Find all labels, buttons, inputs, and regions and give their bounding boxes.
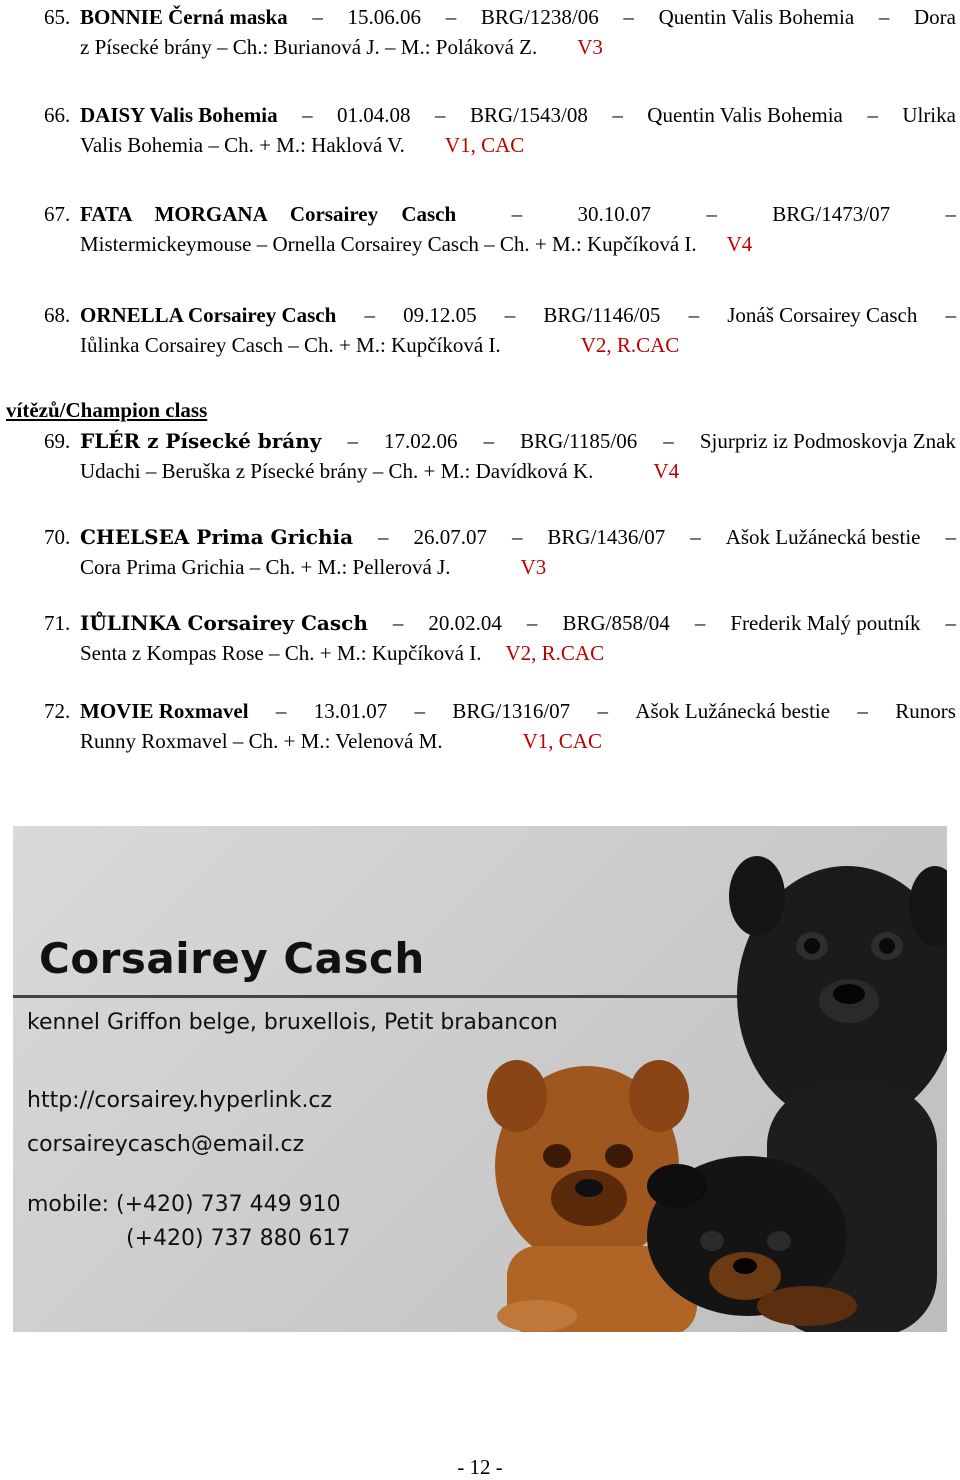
dam-start: Runors bbox=[895, 699, 956, 723]
sire: Quentin Valis Bohemia bbox=[658, 5, 855, 29]
dam-start: Dora bbox=[914, 5, 956, 29]
dog-name: ORNELLA Corsairey Casch bbox=[80, 303, 337, 327]
banner-phone-2: (+420) 737 880 617 bbox=[126, 1226, 351, 1251]
dog-name: CHELSEA Prima Grichia bbox=[80, 525, 354, 549]
banner-subtitle: kennel Griffon belge, bruxellois, Petit brabancon bbox=[27, 1010, 558, 1035]
entry-number: 65. bbox=[44, 5, 71, 29]
dog-name: IŮLINKA Corsairey Casch bbox=[80, 611, 368, 635]
entry-66: 66. DAISY Valis Bohemia – 01.04.08 – BRG/1543/08 – Quentin Valis Bohemia – Ulrika Valis Bohemia – Ch. + M.: Haklová V. V1, CAC bbox=[44, 100, 956, 160]
dog-name: FATA MORGANA Corsairey Casch bbox=[80, 202, 457, 226]
entry-number: 72. bbox=[44, 699, 71, 723]
sire: Ašok Lužánecká bestie bbox=[635, 699, 831, 723]
entry-67: 67. FATA MORGANA Corsairey Casch – 30.10.07 – BRG/1473/07 – Mistermickeymouse – Ornella Corsairey Casch – Ch. + M.: Kupčíková I. V4 bbox=[44, 199, 956, 259]
dog-name: DAISY Valis Bohemia bbox=[80, 103, 278, 127]
entry-number: 68. bbox=[44, 303, 71, 327]
award: V3 bbox=[577, 35, 603, 59]
entry-68: 68. ORNELLA Corsairey Casch – 09.12.05 – BRG/1146/05 – Jonáš Corsairey Casch – Iůlinka Corsairey Casch – Ch. + M.: Kupčíková I. V2, R.CAC bbox=[44, 300, 956, 360]
dam-start: Ulrika bbox=[902, 103, 956, 127]
birth-date: 20.02.04 bbox=[428, 611, 502, 635]
banner-email: corsaireycasch@email.cz bbox=[27, 1132, 305, 1157]
owner-line: Iůlinka Corsairey Casch – Ch. + M.: Kupčíková I. bbox=[80, 333, 501, 357]
owner-line: Valis Bohemia – Ch. + M.: Haklová V. bbox=[80, 133, 405, 157]
entry-65: 65. BONNIE Černá maska – 15.06.06 – BRG/1238/06 – Quentin Valis Bohemia – Dora z Písecké brány – Ch.: Burianová J. – M.: Poláková Z. V3 bbox=[44, 2, 956, 62]
entry-71: 71. IŮLINKA Corsairey Casch – 20.02.04 – BRG/858/04 – Frederik Malý poutník – Senta z Kompas Rose – Ch. + M.: Kupčíková I. V2, R.CAC bbox=[44, 608, 956, 668]
sire: Jonáš Corsairey Casch bbox=[727, 303, 918, 327]
entry-number: 67. bbox=[44, 202, 71, 226]
banner-website: http://corsairey.hyperlink.cz bbox=[27, 1088, 333, 1113]
sire: Quentin Valis Bohemia bbox=[647, 103, 843, 127]
entry-number: 66. bbox=[44, 103, 71, 127]
award: V4 bbox=[653, 459, 680, 483]
birth-date: 26.07.07 bbox=[413, 525, 487, 549]
sire: Sjurpriz iz Podmoskovja Znak bbox=[699, 429, 956, 453]
owner-line: z Písecké brány – Ch.: Burianová J. – M.: Poláková Z. bbox=[80, 35, 538, 59]
registration: BRG/858/04 bbox=[562, 611, 670, 635]
page-number: - 12 - bbox=[457, 1455, 503, 1479]
banner-title: Corsairey Casch bbox=[39, 934, 425, 983]
award: V2, R.CAC bbox=[505, 641, 605, 665]
owner-line: Senta z Kompas Rose – Ch. + M.: Kupčíková I. bbox=[80, 641, 482, 665]
birth-date: 01.04.08 bbox=[337, 103, 411, 127]
birth-date: 15.06.06 bbox=[347, 5, 422, 29]
owner-line: Runny Roxmavel – Ch. + M.: Velenová M. bbox=[80, 729, 443, 753]
entry-number: 70. bbox=[44, 525, 71, 549]
entry-70: 70. CHELSEA Prima Grichia – 26.07.07 – BRG/1436/07 – Ašok Lužánecká bestie – Cora Prima Grichia – Ch. + M.: Pellerová J. V3 bbox=[44, 522, 956, 582]
award: V1, CAC bbox=[522, 729, 602, 753]
entry-69: 69. FLÉR z Písecké brány – 17.02.06 – BRG/1185/06 – Sjurpriz iz Podmoskovja Znak Udachi – Beruška z Písecké brány – Ch. + M.: Davídková K. V4 bbox=[44, 426, 956, 486]
award: V2, R.CAC bbox=[580, 333, 680, 357]
registration: BRG/1146/05 bbox=[543, 303, 661, 327]
banner-phone-1: mobile: (+420) 737 449 910 bbox=[27, 1192, 341, 1217]
dog-name: BONNIE Černá maska bbox=[80, 5, 288, 29]
registration: BRG/1436/07 bbox=[547, 525, 666, 549]
registration: BRG/1238/06 bbox=[480, 5, 599, 29]
kennel-banner bbox=[13, 826, 947, 1332]
dogs-photo bbox=[387, 826, 947, 1332]
sire: Frederik Malý poutník bbox=[730, 611, 921, 635]
entry-72: 72. MOVIE Roxmavel – 13.01.07 – BRG/1316/07 – Ašok Lužánecká bestie – Runors Runny Roxmavel – Ch. + M.: Velenová M. V1, CAC bbox=[44, 696, 956, 756]
birth-date: 17.02.06 bbox=[384, 429, 458, 453]
award: V1, CAC bbox=[444, 133, 525, 157]
birth-date: 13.01.07 bbox=[313, 699, 388, 723]
registration: BRG/1543/08 bbox=[469, 103, 588, 127]
section-title: vítězů/Champion class bbox=[6, 398, 208, 422]
award: V4 bbox=[726, 232, 753, 256]
sire: Ašok Lužánecká bestie bbox=[725, 525, 921, 549]
owner-line: Udachi – Beruška z Písecké brány – Ch. + M.: Davídková K. bbox=[80, 459, 594, 483]
registration: BRG/1316/07 bbox=[452, 699, 571, 723]
registration: BRG/1473/07 bbox=[772, 202, 891, 226]
owner-line: Mistermickeymouse – Ornella Corsairey Casch – Ch. + M.: Kupčíková I. bbox=[80, 232, 697, 256]
birth-date: 09.12.05 bbox=[403, 303, 477, 327]
award: V3 bbox=[520, 555, 547, 579]
entry-number: 71. bbox=[44, 611, 71, 635]
dog-name: MOVIE Roxmavel bbox=[80, 699, 249, 723]
entry-number: 69. bbox=[44, 429, 71, 453]
owner-line: Cora Prima Grichia – Ch. + M.: Pellerová J. bbox=[80, 555, 451, 579]
dog-name: FLÉR z Písecké brány bbox=[80, 429, 322, 453]
birth-date: 30.10.07 bbox=[577, 202, 651, 226]
registration: BRG/1185/06 bbox=[520, 429, 638, 453]
